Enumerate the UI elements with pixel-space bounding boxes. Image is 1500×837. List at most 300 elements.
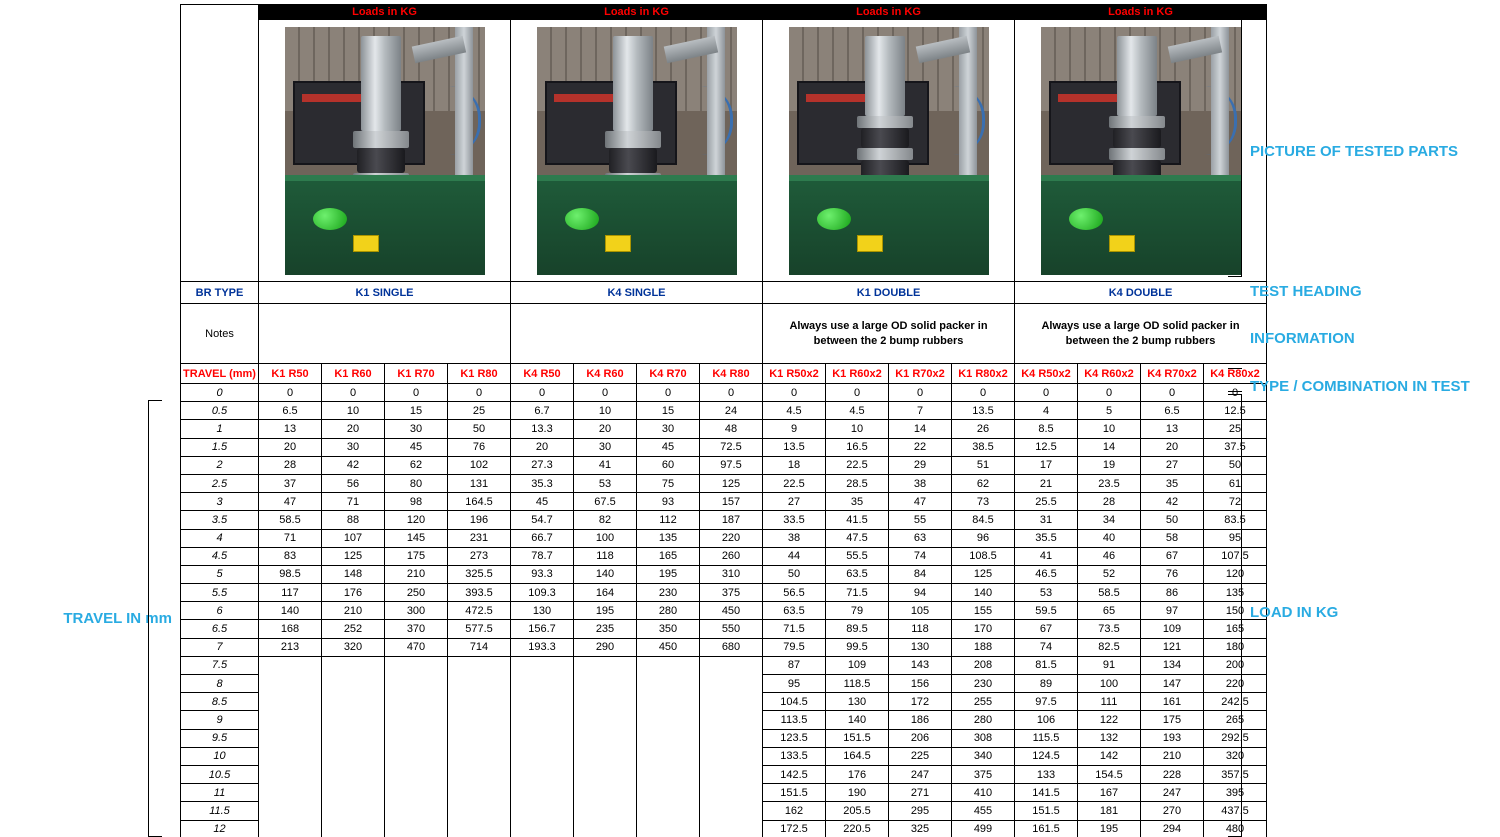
load-value: 6.7: [511, 402, 574, 420]
load-value: 10: [574, 402, 637, 420]
load-value: 255: [952, 693, 1015, 711]
load-value: 0: [826, 384, 889, 402]
column-header-k1-r50: K1 R50: [259, 364, 322, 384]
load-value: 450: [637, 638, 700, 656]
travel-value: 8.5: [181, 693, 259, 711]
load-value: 162: [763, 802, 826, 820]
tested-part-photo-2: [763, 20, 1015, 282]
load-value: 141.5: [1015, 784, 1078, 802]
table-row: [181, 620, 1267, 638]
table-row: [181, 529, 1267, 547]
load-value: 48: [700, 420, 763, 438]
column-header-k4-r60: K4 R60: [574, 364, 637, 384]
load-value: 231: [448, 529, 511, 547]
load-value: 108.5: [952, 547, 1015, 565]
annotation-travel-label: TRAVEL IN mm: [63, 610, 172, 627]
load-value: 109: [1141, 620, 1204, 638]
travel-value: 0.5: [181, 402, 259, 420]
load-value: 150: [1204, 602, 1267, 620]
load-value: 25: [1204, 420, 1267, 438]
test-rig-photo: [285, 27, 485, 275]
load-value: 20: [574, 420, 637, 438]
load-value: 62: [385, 456, 448, 474]
test-heading-1: K4 SINGLE: [511, 282, 763, 304]
load-value: 59.5: [1015, 602, 1078, 620]
load-value: 89: [1015, 675, 1078, 693]
load-value: 714: [448, 638, 511, 656]
column-header-k1-r60: K1 R60: [322, 364, 385, 384]
load-value: 10: [826, 420, 889, 438]
load-value: 31: [1015, 511, 1078, 529]
load-value: 228: [1141, 765, 1204, 783]
load-value: 30: [574, 438, 637, 456]
load-value: 63.5: [826, 565, 889, 583]
travel-value: 1.5: [181, 438, 259, 456]
photo-wrap: [763, 20, 1014, 281]
load-value: 35: [826, 493, 889, 511]
load-value: 28.5: [826, 474, 889, 492]
load-value: 61: [1204, 474, 1267, 492]
load-value: 82: [574, 511, 637, 529]
br-type-label: BR TYPE: [181, 282, 259, 304]
travel-value: 8: [181, 675, 259, 693]
load-value: 14: [889, 420, 952, 438]
load-value: 117: [259, 584, 322, 602]
load-value: 35: [1141, 474, 1204, 492]
load-value: 4.5: [826, 402, 889, 420]
no-data-hatch: [322, 656, 385, 837]
load-value: 73.5: [1078, 620, 1141, 638]
load-value: 97: [1141, 602, 1204, 620]
load-value: 193: [1141, 729, 1204, 747]
load-value: 67.5: [574, 493, 637, 511]
tick-test-heading-2: [1228, 303, 1242, 304]
load-value: 210: [385, 565, 448, 583]
load-value: 350: [637, 620, 700, 638]
load-value: 680: [700, 638, 763, 656]
load-value: 172: [889, 693, 952, 711]
load-value: 206: [889, 729, 952, 747]
load-value: 156: [889, 675, 952, 693]
load-value: 78.7: [511, 547, 574, 565]
load-value: 95: [1204, 529, 1267, 547]
load-value: 50: [448, 420, 511, 438]
load-value: 120: [385, 511, 448, 529]
load-value: 370: [385, 620, 448, 638]
br-type-row: [181, 282, 1267, 304]
load-value: 13: [259, 420, 322, 438]
column-header-row: [181, 364, 1267, 384]
table-row: [181, 656, 1267, 674]
load-value: 58: [1141, 529, 1204, 547]
load-value: 242.5: [1204, 693, 1267, 711]
load-value: 50: [1141, 511, 1204, 529]
load-value: 8.5: [1015, 420, 1078, 438]
load-value: 395: [1204, 784, 1267, 802]
load-value: 176: [322, 584, 385, 602]
banner-row: [181, 5, 1267, 20]
load-value: 130: [826, 693, 889, 711]
load-value: 5: [1078, 402, 1141, 420]
notes-row: [181, 304, 1267, 364]
load-value: 42: [322, 456, 385, 474]
load-value: 113.5: [763, 711, 826, 729]
load-value: 151.5: [763, 784, 826, 802]
load-value: 40: [1078, 529, 1141, 547]
load-value: 450: [700, 602, 763, 620]
load-value: 76: [448, 438, 511, 456]
load-value: 9: [763, 420, 826, 438]
load-value: 84: [889, 565, 952, 583]
load-value: 0: [385, 384, 448, 402]
load-value: 93: [637, 493, 700, 511]
banner-loads-kg-0: Loads in KG: [259, 5, 511, 20]
travel-value: 7: [181, 638, 259, 656]
tick-information: [1228, 368, 1242, 369]
banner-loads-kg-1: Loads in KG: [511, 5, 763, 20]
load-value: 6.5: [259, 402, 322, 420]
load-value: 151.5: [826, 729, 889, 747]
no-data-hatch: [259, 656, 322, 837]
load-value: 125: [700, 474, 763, 492]
load-value: 0: [889, 384, 952, 402]
annotation-information: INFORMATION: [1250, 330, 1355, 347]
load-value: 294: [1141, 820, 1204, 837]
load-value: 0: [700, 384, 763, 402]
travel-header: TRAVEL (mm): [181, 364, 259, 384]
load-value: 107: [322, 529, 385, 547]
load-value: 22.5: [826, 456, 889, 474]
load-value: 133.5: [763, 747, 826, 765]
load-value: 470: [385, 638, 448, 656]
load-value: 21: [1015, 474, 1078, 492]
load-value: 56: [322, 474, 385, 492]
load-value: 45: [385, 438, 448, 456]
load-value: 118.5: [826, 675, 889, 693]
load-value: 164: [574, 584, 637, 602]
load-value: 0: [1141, 384, 1204, 402]
column-header-k1-r50x2: K1 R50x2: [763, 364, 826, 384]
column-header-k1-r80: K1 R80: [448, 364, 511, 384]
table-row: [181, 584, 1267, 602]
load-value: 52: [1078, 565, 1141, 583]
load-value: 375: [700, 584, 763, 602]
load-value: 33.5: [763, 511, 826, 529]
load-value: 45: [637, 438, 700, 456]
load-value: 250: [385, 584, 448, 602]
travel-value: 2.5: [181, 474, 259, 492]
load-value: 164.5: [826, 747, 889, 765]
travel-value: 10: [181, 747, 259, 765]
notes-label: Notes: [181, 304, 259, 364]
load-value: 280: [952, 711, 1015, 729]
no-data-hatch: [511, 656, 574, 837]
annotation-test-heading: TEST HEADING: [1250, 283, 1362, 300]
load-value: 38.5: [952, 438, 1015, 456]
load-value: 130: [511, 602, 574, 620]
load-value: 172.5: [763, 820, 826, 837]
load-value: 161: [1141, 693, 1204, 711]
load-value: 235: [574, 620, 637, 638]
load-value: 14: [1078, 438, 1141, 456]
column-header-k4-r70: K4 R70: [637, 364, 700, 384]
test-rig-photo: [537, 27, 737, 275]
load-value: 17: [1015, 456, 1078, 474]
test-note-0: [259, 304, 511, 364]
load-value: 86: [1141, 584, 1204, 602]
table-row: [181, 474, 1267, 492]
travel-value: 7.5: [181, 656, 259, 674]
travel-value: 3.5: [181, 511, 259, 529]
load-value: 56.5: [763, 584, 826, 602]
tested-part-photo-1: [511, 20, 763, 282]
travel-value: 11: [181, 784, 259, 802]
load-value: 280: [637, 602, 700, 620]
load-value: 7: [889, 402, 952, 420]
load-value: 15: [385, 402, 448, 420]
column-header-k1-r70x2: K1 R70x2: [889, 364, 952, 384]
test-rig-photo: [1041, 27, 1241, 275]
load-value: 15: [637, 402, 700, 420]
load-value: 105: [889, 602, 952, 620]
load-value: 47.5: [826, 529, 889, 547]
load-value: 196: [448, 511, 511, 529]
load-value: 20: [322, 420, 385, 438]
load-value: 91: [1078, 656, 1141, 674]
load-value: 325: [889, 820, 952, 837]
column-header-k1-r60x2: K1 R60x2: [826, 364, 889, 384]
column-header-k4-r60x2: K4 R60x2: [1078, 364, 1141, 384]
load-value: 22.5: [763, 474, 826, 492]
travel-value: 4.5: [181, 547, 259, 565]
load-value: 0: [1078, 384, 1141, 402]
load-value: 25: [448, 402, 511, 420]
load-value: 35.5: [1015, 529, 1078, 547]
load-value: 260: [700, 547, 763, 565]
load-value: 41: [1015, 547, 1078, 565]
travel-value: 12: [181, 820, 259, 837]
load-value: 140: [574, 565, 637, 583]
load-value: 35.3: [511, 474, 574, 492]
load-value: 143: [889, 656, 952, 674]
load-value: 13.5: [952, 402, 1015, 420]
load-value: 122: [1078, 711, 1141, 729]
test-heading-2: K1 DOUBLE: [763, 282, 1015, 304]
load-value: 54.7: [511, 511, 574, 529]
load-value: 44: [763, 547, 826, 565]
load-value: 37.5: [1204, 438, 1267, 456]
load-value: 295: [889, 802, 952, 820]
column-header-k4-r50x2: K4 R50x2: [1015, 364, 1078, 384]
load-value: 87: [763, 656, 826, 674]
load-value: 107.5: [1204, 547, 1267, 565]
load-value: 63: [889, 529, 952, 547]
load-value: 71: [259, 529, 322, 547]
load-value: 23.5: [1078, 474, 1141, 492]
load-value: 125: [952, 565, 1015, 583]
load-value: 195: [1078, 820, 1141, 837]
no-data-hatch: [385, 656, 448, 837]
load-value: 109.3: [511, 584, 574, 602]
load-value: 308: [952, 729, 1015, 747]
load-value: 58.5: [259, 511, 322, 529]
load-value: 142.5: [763, 765, 826, 783]
load-value: 357.5: [1204, 765, 1267, 783]
load-value: 437.5: [1204, 802, 1267, 820]
load-value: 72: [1204, 493, 1267, 511]
load-value: 300: [385, 602, 448, 620]
load-value: 12.5: [1015, 438, 1078, 456]
load-value: 82.5: [1078, 638, 1141, 656]
load-value: 83: [259, 547, 322, 565]
load-value: 67: [1015, 620, 1078, 638]
load-value: 27.3: [511, 456, 574, 474]
travel-value: 10.5: [181, 765, 259, 783]
load-value: 99.5: [826, 638, 889, 656]
load-value: 100: [1078, 675, 1141, 693]
load-value: 51: [952, 456, 1015, 474]
load-value: 26: [952, 420, 1015, 438]
load-value: 0: [574, 384, 637, 402]
load-value: 4: [1015, 402, 1078, 420]
load-value: 72.5: [700, 438, 763, 456]
load-value: 247: [889, 765, 952, 783]
load-value: 63.5: [763, 602, 826, 620]
load-value: 102: [448, 456, 511, 474]
load-value: 0: [952, 384, 1015, 402]
no-data-hatch: [637, 656, 700, 837]
table-row: [181, 438, 1267, 456]
travel-value: 9: [181, 711, 259, 729]
load-value: 50: [763, 565, 826, 583]
load-value: 195: [574, 602, 637, 620]
load-value: 156.7: [511, 620, 574, 638]
load-value: 53: [574, 474, 637, 492]
no-data-hatch: [574, 656, 637, 837]
load-value: 168: [259, 620, 322, 638]
load-value: 75: [637, 474, 700, 492]
banner-loads-kg-2: Loads in KG: [763, 5, 1015, 20]
load-value: 0: [637, 384, 700, 402]
load-value: 10: [322, 402, 385, 420]
tick-type-combination: [1228, 391, 1242, 392]
load-value: 165: [1204, 620, 1267, 638]
load-value: 81.5: [1015, 656, 1078, 674]
load-value: 130: [889, 638, 952, 656]
load-value: 30: [385, 420, 448, 438]
load-value: 271: [889, 784, 952, 802]
annotation-load: LOAD IN KG: [1250, 604, 1339, 621]
load-value: 320: [322, 638, 385, 656]
test-note-3: Always use a large OD solid packer in between the 2 bump rubbers: [1015, 304, 1267, 364]
load-value: 480: [1204, 820, 1267, 837]
load-value: 20: [511, 438, 574, 456]
brace-travel: [148, 400, 162, 837]
travel-value: 2: [181, 456, 259, 474]
travel-value: 6.5: [181, 620, 259, 638]
test-heading-3: K4 DOUBLE: [1015, 282, 1267, 304]
travel-value: 5: [181, 565, 259, 583]
table-row: [181, 420, 1267, 438]
load-value: 71.5: [763, 620, 826, 638]
column-header-k1-r80x2: K1 R80x2: [952, 364, 1015, 384]
test-heading-0: K1 SINGLE: [259, 282, 511, 304]
load-value: 247: [1141, 784, 1204, 802]
tick-test-heading: [1228, 281, 1242, 282]
load-value: 121: [1141, 638, 1204, 656]
load-value: 10: [1078, 420, 1141, 438]
load-value: 393.5: [448, 584, 511, 602]
load-value: 20: [259, 438, 322, 456]
load-value: 84.5: [952, 511, 1015, 529]
load-value: 55.5: [826, 547, 889, 565]
load-value: 38: [763, 529, 826, 547]
load-value: 19: [1078, 456, 1141, 474]
load-value: 220: [1204, 675, 1267, 693]
table-row: [181, 547, 1267, 565]
annotation-pictures: PICTURE OF TESTED PARTS: [1250, 143, 1459, 160]
load-value: 133: [1015, 765, 1078, 783]
load-value: 273: [448, 547, 511, 565]
load-value: 98.5: [259, 565, 322, 583]
load-value: 208: [952, 656, 1015, 674]
load-value: 95: [763, 675, 826, 693]
banner-loads-kg-3: Loads in KG: [1015, 5, 1267, 20]
load-value: 47: [889, 493, 952, 511]
table-row: [181, 402, 1267, 420]
load-value: 455: [952, 802, 1015, 820]
load-value: 67: [1141, 547, 1204, 565]
load-value: 252: [322, 620, 385, 638]
load-value: 30: [322, 438, 385, 456]
load-value: 147: [1141, 675, 1204, 693]
load-value: 188: [952, 638, 1015, 656]
load-value: 148: [322, 565, 385, 583]
load-value: 499: [952, 820, 1015, 837]
load-value: 115.5: [1015, 729, 1078, 747]
load-value: 170: [952, 620, 1015, 638]
test-note-2: Always use a large OD solid packer in between the 2 bump rubbers: [763, 304, 1015, 364]
load-value: 151.5: [1015, 802, 1078, 820]
load-value: 154.5: [1078, 765, 1141, 783]
load-value: 96: [952, 529, 1015, 547]
load-value: 142: [1078, 747, 1141, 765]
load-value: 24: [700, 402, 763, 420]
travel-value: 9.5: [181, 729, 259, 747]
load-value: 175: [1141, 711, 1204, 729]
load-value: 112: [637, 511, 700, 529]
tested-part-photo-0: [259, 20, 511, 282]
load-value: 97.5: [1015, 693, 1078, 711]
table-row: [181, 638, 1267, 656]
travel-value: 4: [181, 529, 259, 547]
load-value: 118: [889, 620, 952, 638]
load-value: 180: [1204, 638, 1267, 656]
load-value: 375: [952, 765, 1015, 783]
test-note-1: [511, 304, 763, 364]
load-value: 20: [1141, 438, 1204, 456]
load-value: 13.5: [763, 438, 826, 456]
load-value: 340: [952, 747, 1015, 765]
load-value: 50: [1204, 456, 1267, 474]
load-value: 200: [1204, 656, 1267, 674]
column-header-k4-r50: K4 R50: [511, 364, 574, 384]
travel-value: 5.5: [181, 584, 259, 602]
load-value: 93.3: [511, 565, 574, 583]
load-value: 0: [1015, 384, 1078, 402]
load-value: 12.5: [1204, 402, 1267, 420]
load-value: 325.5: [448, 565, 511, 583]
